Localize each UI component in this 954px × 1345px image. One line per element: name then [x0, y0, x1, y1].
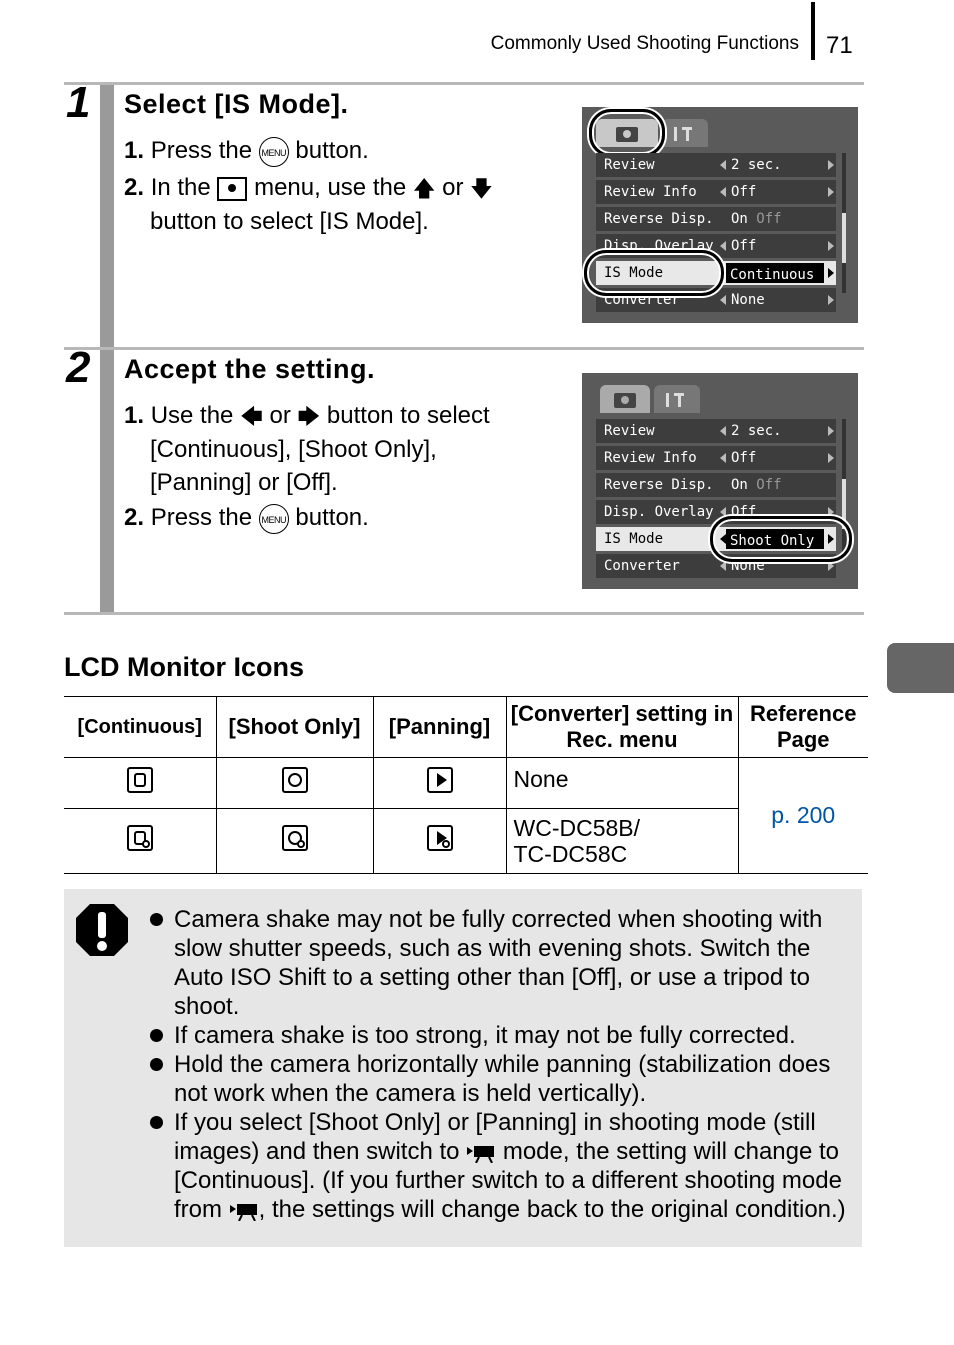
lcd-icons-table — [64, 696, 868, 874]
step2-top-rule — [64, 347, 864, 350]
highlight-ring-shoot-only — [710, 516, 852, 562]
table-header-row — [64, 697, 868, 758]
wrench-icon — [662, 119, 708, 147]
lcd-row-converter: Converter None — [596, 554, 836, 578]
lcd-row-review-info: Review Info Off — [596, 180, 836, 204]
lcd-row-disp-overlay: Disp. Overlay Off — [596, 234, 836, 258]
list-item: Hold the camera horizontally while panning (stabilization does not work when the camera is held vertically). — [148, 1050, 856, 1108]
section-title: Commonly Used Shooting Functions — [490, 33, 799, 54]
continuous-is-converter-icon — [127, 825, 153, 851]
lcd-row-is-mode: IS Mode Continuous — [596, 261, 836, 285]
panning-is-converter-icon — [427, 825, 453, 851]
converter-wc-tc: WC-DC58B/ TC-DC58C — [506, 809, 738, 874]
caution-icon — [74, 902, 130, 958]
lcd-setup-tab — [654, 385, 700, 413]
list-item: If you select [Shoot Only] or [Panning] in shooting mode (still images) and then switch to mode, the setting will change to [Continuous]. (If you further switch to a different shooting mode from , the settings will change back to the original condition.) — [148, 1108, 856, 1224]
up-arrow-icon: 🡅 — [412, 176, 436, 202]
step2-number: 2 — [66, 343, 91, 392]
reference-link[interactable]: p. 200 — [738, 758, 868, 874]
lcd-row-disp-overlay: Disp. Overlay Off — [596, 500, 836, 524]
col-shoot-only: [Shoot Only] — [216, 697, 373, 758]
caution-list — [148, 905, 856, 1224]
lcd-setup-tab — [662, 119, 708, 147]
down-arrow-icon: 🡇 — [470, 176, 493, 202]
step1-item1: 1. Press the MENU button. — [124, 134, 564, 167]
step1-instructions — [124, 134, 564, 238]
col-continuous: [Continuous] — [64, 697, 216, 758]
step1-top-rule — [64, 82, 864, 85]
highlight-ring-tab — [589, 109, 665, 157]
list-item: Camera shake may not be fully corrected when shooting with slow shutter speeds, such as with evening shots. Switch the Auto ISO Shift to a setting other than [Off], or use a tripod to shoot. — [148, 905, 856, 1021]
lcd-icons-heading: LCD Monitor Icons — [64, 652, 304, 682]
step2-bottom-rule — [64, 612, 864, 615]
camera-icon — [600, 385, 650, 413]
lcd-row-review-info: Review Info Off — [596, 446, 836, 470]
step1-number: 1 — [66, 78, 91, 127]
lcd-row-reverse-disp: Reverse Disp. On Off — [596, 473, 836, 497]
caution-note-box — [64, 889, 862, 1247]
converter-none: None — [506, 758, 738, 809]
left-arrow-icon: 🡄 — [240, 404, 263, 430]
continuous-is-icon — [127, 767, 153, 793]
col-panning: [Panning] — [373, 697, 506, 758]
step1-item2: 2. In the menu, use the 🡅 or 🡇 button to select [IS Mode]. — [124, 174, 493, 236]
movie-mode-icon — [466, 1143, 496, 1163]
step1-sidebar — [100, 85, 114, 347]
lcd-row-review: Review 2 sec. — [596, 153, 836, 177]
lcd-scrollbar — [842, 153, 846, 293]
menu-button-icon: MENU — [259, 137, 289, 167]
menu-button-icon: MENU — [259, 504, 289, 534]
step2-sidebar — [100, 350, 114, 613]
step2-item1: 1. Use the 🡄 or 🡆 button to select [Continuous], [Shoot Only], [Panning] or [Off]. — [124, 402, 490, 497]
panning-is-icon — [427, 767, 453, 793]
wrench-icon — [654, 385, 700, 413]
movie-mode-icon — [229, 1201, 259, 1221]
step1-title: Select [IS Mode]. — [124, 89, 349, 119]
shoot-only-is-converter-icon — [282, 825, 308, 851]
table-row — [64, 758, 868, 809]
step2-instructions — [124, 399, 564, 534]
chapter-tab — [887, 643, 954, 693]
camera-menu-icon — [217, 177, 247, 201]
list-item: If camera shake is too strong, it may not be fully corrected. — [148, 1021, 856, 1050]
shoot-only-is-icon — [282, 767, 308, 793]
lcd-row-converter: Converter None — [596, 288, 836, 312]
lcd-row-is-mode: IS Mode Shoot Only — [596, 527, 836, 551]
lcd-row-review: Review 2 sec. — [596, 419, 836, 443]
page-number: 71 — [826, 32, 853, 59]
lcd-row-reverse-disp: Reverse Disp. On Off — [596, 207, 836, 231]
header-divider — [811, 2, 815, 60]
col-reference: Reference Page — [738, 697, 868, 758]
lcd-screenshot-2 — [582, 373, 858, 589]
col-converter: [Converter] setting in Rec. menu — [506, 697, 738, 758]
step2-title: Accept the setting. — [124, 354, 376, 384]
right-arrow-icon: 🡆 — [297, 404, 321, 430]
step2-item2: 2. Press the MENU button. — [124, 501, 564, 534]
lcd-screenshot-1 — [582, 107, 858, 323]
highlight-ring-is-mode — [584, 250, 724, 296]
lcd-camera-tab — [600, 385, 650, 413]
